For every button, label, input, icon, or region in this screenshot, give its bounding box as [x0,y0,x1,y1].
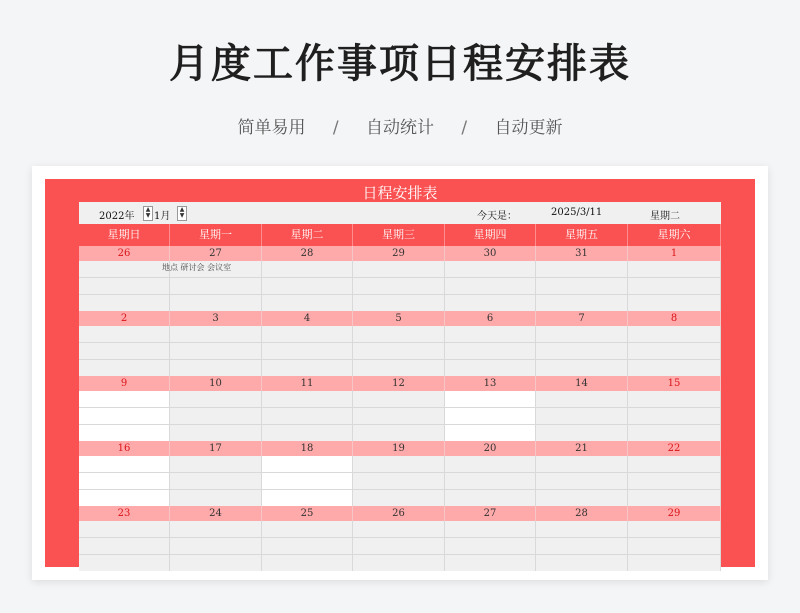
date-cell[interactable]: 12 [353,376,445,391]
row-divider [262,342,352,343]
date-cell[interactable]: 31 [536,246,628,261]
weekday-header: 星期日 [79,224,170,246]
row-divider [445,277,535,278]
date-cell[interactable]: 26 [353,506,445,521]
row-divider [445,554,535,555]
schedule-cell[interactable] [170,521,262,571]
row-divider [628,537,720,538]
weekday-value: 星期二 [650,211,680,222]
row-divider [628,342,720,343]
schedule-cell[interactable] [170,326,262,376]
row-divider [536,342,627,343]
row-divider [628,294,720,295]
schedule-cell[interactable] [262,391,353,441]
date-cell[interactable]: 29 [353,246,445,261]
row-divider [79,472,169,473]
schedule-cell[interactable] [536,521,628,571]
schedule-cell[interactable] [536,326,628,376]
date-cell[interactable]: 18 [262,441,353,456]
schedule-cell[interactable] [162,261,262,311]
page-title: 月度工作事项日程安排表 [169,41,631,87]
row-divider [353,342,444,343]
row-divider [353,277,444,278]
schedule-cell[interactable] [79,521,170,571]
schedule-cell[interactable] [79,391,170,441]
today-value: 2025/3/11 [551,207,603,218]
schedule-cells [79,521,721,571]
week-block [79,311,721,376]
row-divider [445,472,535,473]
row-divider [353,294,444,295]
date-cell[interactable]: 17 [170,441,262,456]
date-cell[interactable]: 27 [170,246,262,261]
row-divider [170,407,261,408]
date-cell[interactable]: 15 [628,376,721,391]
month-spinner[interactable]: ▲ ▼ [177,206,187,221]
date-cell[interactable]: 9 [79,376,170,391]
schedule-cell[interactable] [628,521,721,571]
row-divider [536,472,627,473]
weekday-header: 星期四 [445,224,536,246]
row-divider [628,277,720,278]
schedule-cell[interactable] [79,261,170,311]
schedule-cell[interactable] [628,326,721,376]
row-divider [262,537,352,538]
year-value[interactable]: 2022年 [99,211,135,222]
date-cell[interactable]: 2 [79,311,170,326]
schedule-cell[interactable] [353,326,445,376]
row-divider [79,554,169,555]
calendar-frame [45,179,755,567]
row-divider [79,407,169,408]
date-cell[interactable]: 26 [79,246,170,261]
week-block [79,441,721,506]
row-divider [628,407,720,408]
weekday-header: 星期五 [536,224,628,246]
weekday-header: 星期六 [628,224,721,246]
date-row [79,246,721,261]
row-divider [170,424,261,425]
row-divider [536,424,627,425]
row-divider [79,342,169,343]
row-divider [536,407,627,408]
row-divider [79,359,169,360]
schedule-cell[interactable] [353,456,445,506]
row-divider [536,277,627,278]
event-text[interactable]: 地点 研讨会 会议室 [162,263,232,272]
row-divider [628,359,720,360]
calendar-grid [79,202,721,567]
date-cell[interactable]: 28 [536,506,628,521]
weekday-header: 星期二 [262,224,353,246]
date-cell[interactable]: 11 [262,376,353,391]
schedule-cell[interactable] [353,391,445,441]
row-divider [79,277,169,278]
row-divider [262,407,352,408]
row-divider [628,424,720,425]
date-cell[interactable]: 27 [445,506,536,521]
schedule-cell[interactable] [628,261,721,311]
today-label: 今天是： [477,211,517,222]
schedule-cell[interactable] [262,521,353,571]
date-row [79,441,721,456]
subtitle-easy: 简单易用 [237,118,306,138]
date-row [79,506,721,521]
schedule-cell[interactable] [262,456,353,506]
schedule-cell[interactable] [628,391,721,441]
week-block [79,246,721,311]
row-divider [445,407,535,408]
row-divider [353,489,444,490]
row-divider [262,489,352,490]
schedule-cell[interactable] [79,456,170,506]
row-divider [170,359,261,360]
schedule-cells [79,326,721,376]
row-divider [170,537,261,538]
event-clip [162,261,261,277]
row-divider [170,342,261,343]
row-divider [445,294,535,295]
row-divider [353,554,444,555]
schedule-cell[interactable] [262,261,353,311]
weekday-header: 星期一 [170,224,262,246]
date-cell[interactable]: 6 [445,311,536,326]
spreadsheet-card [32,166,768,580]
row-divider [170,489,261,490]
schedule-cell[interactable] [170,391,262,441]
date-cell[interactable]: 20 [445,441,536,456]
date-row [79,376,721,391]
row-divider [628,554,720,555]
schedule-cell[interactable] [353,261,445,311]
row-divider [536,294,627,295]
date-row [79,311,721,326]
row-divider [445,537,535,538]
row-divider [79,294,169,295]
row-divider [445,424,535,425]
row-divider [353,359,444,360]
row-divider [445,342,535,343]
month-value[interactable]: 1月 [154,211,171,222]
row-divider [353,537,444,538]
row-divider [628,472,720,473]
row-divider [262,277,352,278]
schedule-cell[interactable] [353,521,445,571]
row-divider [170,472,261,473]
date-cell[interactable]: 8 [628,311,721,326]
date-cell[interactable]: 1 [628,246,721,261]
date-cell[interactable]: 14 [536,376,628,391]
sheet-title: 日程安排表 [362,184,438,202]
row-divider [79,537,169,538]
schedule-cells [79,391,721,441]
row-divider [262,359,352,360]
schedule-cell[interactable] [628,456,721,506]
subtitle [0,113,800,138]
schedule-cell[interactable] [536,261,628,311]
date-cell[interactable]: 19 [353,441,445,456]
row-divider [628,489,720,490]
date-cell[interactable]: 28 [262,246,353,261]
subtitle-separator: / [332,118,339,138]
subtitle-auto-stats: 自动统计 [366,118,434,138]
row-divider [353,407,444,408]
date-cell[interactable]: 10 [170,376,262,391]
schedule-cell[interactable] [262,326,353,376]
schedule-cell[interactable] [170,456,262,506]
schedule-cells [79,261,721,311]
row-divider [536,537,627,538]
schedule-cell[interactable] [536,391,628,441]
row-divider [536,554,627,555]
row-divider [79,489,169,490]
subtitle-separator: / [461,118,468,138]
subtitle-auto-update: 自动更新 [494,118,563,138]
date-cell[interactable]: 25 [262,506,353,521]
row-divider [79,424,169,425]
row-divider [445,359,535,360]
date-cell[interactable]: 16 [79,441,170,456]
week-block [79,376,721,441]
row-divider [445,489,535,490]
schedule-cell[interactable] [445,326,536,376]
week-block [79,506,721,571]
date-cell[interactable]: 5 [353,311,445,326]
date-cell[interactable]: 21 [536,441,628,456]
weekday-header-row [79,224,721,246]
schedule-cell[interactable] [445,261,536,311]
year-spinner[interactable]: ▲ ▼ [143,206,153,221]
date-cell[interactable]: 24 [170,506,262,521]
row-divider [353,424,444,425]
control-row [79,202,721,224]
row-divider [170,554,261,555]
schedule-cell[interactable] [445,521,536,571]
schedule-cells [79,456,721,506]
schedule-cell[interactable] [445,456,536,506]
weekday-header: 星期三 [353,224,445,246]
row-divider [262,294,352,295]
row-divider [170,277,261,278]
date-cell[interactable]: 4 [262,311,353,326]
date-cell[interactable]: 22 [628,441,721,456]
date-cell[interactable]: 23 [79,506,170,521]
row-divider [353,472,444,473]
date-cell[interactable]: 7 [536,311,628,326]
row-divider [536,489,627,490]
row-divider [262,554,352,555]
date-cell[interactable]: 29 [628,506,721,521]
row-divider [536,359,627,360]
date-cell[interactable]: 3 [170,311,262,326]
schedule-cell[interactable] [445,391,536,441]
date-cell[interactable]: 13 [445,376,536,391]
row-divider [262,424,352,425]
row-divider [170,294,261,295]
date-cell[interactable]: 30 [445,246,536,261]
schedule-cell[interactable] [79,326,170,376]
row-divider [262,472,352,473]
schedule-cell[interactable] [536,456,628,506]
